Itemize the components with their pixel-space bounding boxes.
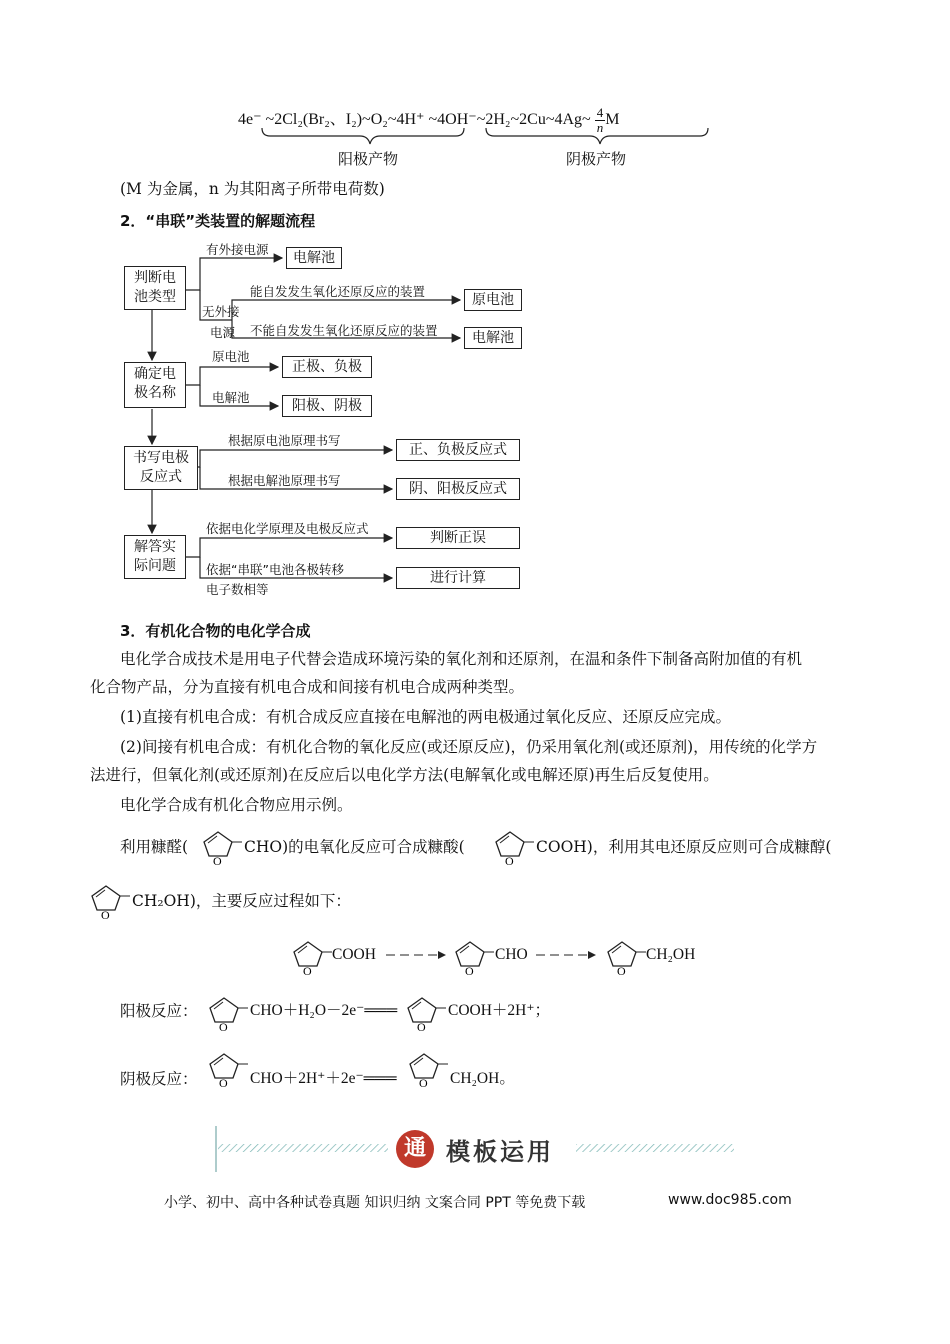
cond-non-spontaneous: 不能自发发生氧化还原反应的装置 <box>250 323 438 338</box>
step-write-equations: 书写电极反应式 <box>124 446 198 490</box>
paragraph-1-line-2: 化合物产品，分为直接有机电合成和间接有机电合成两种类型。 <box>90 678 525 696</box>
chain-cho: CHO <box>495 946 528 963</box>
paragraph-5-c: COOH)，利用其电还原反应则可合成糠醇( <box>536 838 832 856</box>
furfuryl-alcohol-ring-icon <box>84 876 130 920</box>
branch-series-transfer-1: 依据“串联”电池各极转移 <box>206 562 344 577</box>
svg-text:O: O <box>465 964 474 976</box>
box-judge-right-wrong: 判断正误 <box>396 527 520 549</box>
box-pos-neg-eq: 正、负极反应式 <box>396 439 520 461</box>
branch-electrolytic-principle: 根据电解池原理书写 <box>228 473 341 488</box>
fraction-denominator: n <box>596 120 604 135</box>
box-pos-neg: 正极、负极 <box>282 356 372 378</box>
footer-url[interactable]: www.doc985.com <box>668 1192 792 1208</box>
box-anode-cathode-eq: 阴、阳极反应式 <box>396 478 520 500</box>
branch-electrochem-principle: 依据电化学原理及电极反应式 <box>206 521 369 536</box>
branch-no-external-2: 电源 <box>210 325 236 340</box>
formula-left: 4e⁻ ~2Cl₂(Br₂、I₂)~O₂~4H⁺ <box>238 111 425 129</box>
footer-text: 小学、初中、高中各种试卷真题 知识归纳 文案合同 PPT 等免费下载 <box>164 1195 586 1211</box>
anode-products-label: 阳极产物 <box>338 150 399 168</box>
paragraph-6: CH₂OH)，主要反应过程如下： <box>132 892 351 910</box>
furoic-acid-ring-icon <box>488 822 534 866</box>
formula-note: (M 为金属，n 为其阳离子所带电荷数) <box>120 180 385 198</box>
paragraph-3-line-1: (2)间接有机电合成：有机化合物的氧化反应(或还原反应)，仍采用氧化剂(或还原剂)，用传统的化学方 <box>120 738 818 756</box>
svg-text:O: O <box>505 854 514 866</box>
branch-series-transfer-2: 电子数相等 <box>206 582 269 597</box>
paragraph-5-b: CHO)的电氧化反应可合成糠酸( <box>244 838 465 856</box>
paragraph-2: (1)直接有机电合成：有机合成反应直接在电解池的两电极通过氧化反应、还原反应完成。 <box>120 708 731 726</box>
box-anode-cathode: 阳极、阴极 <box>282 395 372 417</box>
fraction-tail: M <box>605 111 620 129</box>
svg-text:O: O <box>101 908 110 920</box>
step-determine-electrode: 确定电极名称 <box>124 362 186 408</box>
anode-equation-b: COOH＋2H⁺； <box>448 1002 551 1019</box>
branch-galvanic: 原电池 <box>212 349 250 364</box>
anode-ring-1-icon <box>202 988 248 1032</box>
banner-badge <box>396 1130 434 1168</box>
formula-right: ~4OH⁻~2H₂~2Cu~4Ag~ <box>428 111 591 129</box>
svg-text:O: O <box>213 854 222 866</box>
paragraph-1-line-1: 电化学合成技术是用电子代替会造成环境污染的氧化剂和还原剂，在温和条件下制备高附加值的有机 <box>120 650 803 668</box>
cathode-reaction-label: 阴极反应： <box>120 1070 198 1088</box>
cathode-products-label: 阴极产物 <box>566 150 627 168</box>
svg-text:O: O <box>219 1020 228 1032</box>
chain-ring-3-icon <box>600 932 646 976</box>
chain-arrow-1 <box>384 948 448 962</box>
chain-arrow-2 <box>534 948 598 962</box>
chain-ring-1-icon <box>286 932 332 976</box>
box-calculate: 进行计算 <box>396 567 520 589</box>
svg-text:O: O <box>617 964 626 976</box>
anode-ring-2-icon <box>400 988 446 1032</box>
section-2-title: 2．“串联”类装置的解题流程 <box>120 212 316 230</box>
step-solve-problem: 解答实际问题 <box>124 535 186 579</box>
branch-electrolytic: 电解池 <box>212 390 250 405</box>
banner-badge-char: 通 <box>403 1136 426 1161</box>
paragraph-4: 电化学合成有机化合物应用示例。 <box>120 796 353 814</box>
box-galvanic-1: 原电池 <box>464 289 522 311</box>
chain-cooh: COOH <box>332 946 376 963</box>
branch-external-power: 有外接电源 <box>206 242 269 257</box>
box-electrolytic-2: 电解池 <box>464 327 522 349</box>
section-3-title: 3．有机化合物的电化学合成 <box>120 622 311 640</box>
svg-text:O: O <box>219 1076 228 1088</box>
box-electrolytic-1: 电解池 <box>286 247 342 269</box>
step-judge-cell-type: 判断电池类型 <box>124 266 186 310</box>
furfural-ring-icon <box>196 822 242 866</box>
banner-title: 模板运用 <box>446 1138 554 1166</box>
chain-ring-2-icon <box>448 932 494 976</box>
cond-spontaneous: 能自发发生氧化还原反应的装置 <box>250 284 426 299</box>
chain-ch2oh: CH₂OH <box>646 946 696 963</box>
branch-no-external-1: 无外接 <box>202 304 240 319</box>
cathode-ring-2-icon <box>402 1044 448 1088</box>
cathode-ring-1-icon <box>202 1044 248 1088</box>
fraction-numerator: 4 <box>596 105 604 120</box>
anode-equation-a: CHO＋H₂O－2e⁻═══ <box>250 1002 398 1019</box>
paragraph-5-a: 利用糠醛( <box>120 838 189 856</box>
svg-text:O: O <box>417 1020 426 1032</box>
cathode-equation-b: CH₂OH。 <box>450 1070 515 1087</box>
anode-reaction-label: 阳极反应： <box>120 1002 198 1020</box>
paragraph-3-line-2: 法进行，但氧化剂(或还原剂)在反应后以电化学方法(电解氧化或电解还原)再生后反复使用。 <box>90 766 719 784</box>
svg-text:O: O <box>419 1076 428 1088</box>
cathode-equation-a: CHO＋2H⁺＋2e⁻═══ <box>250 1070 397 1087</box>
svg-text:O: O <box>303 964 312 976</box>
branch-galvanic-principle: 根据原电池原理书写 <box>228 433 341 448</box>
